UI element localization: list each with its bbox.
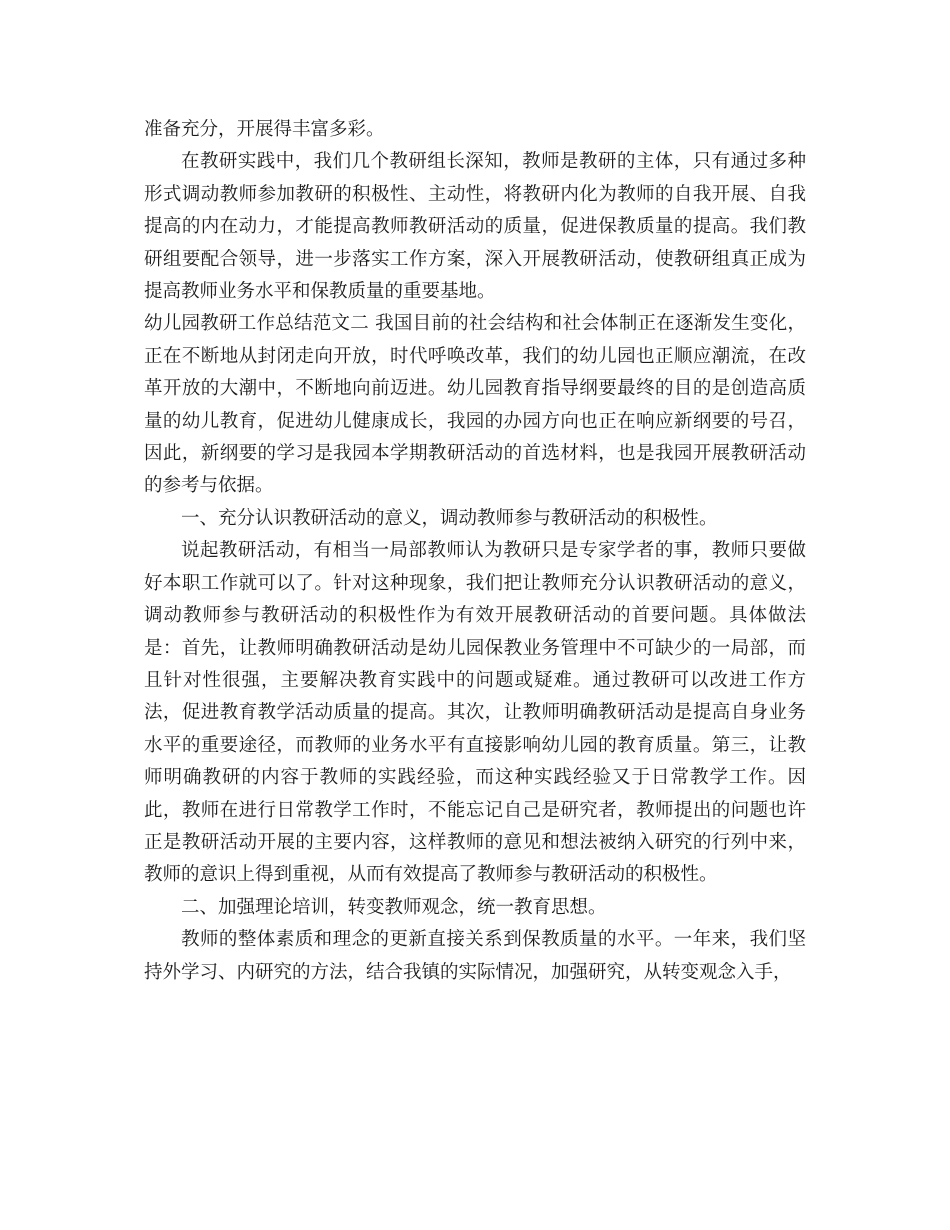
section-title-summary-two: 幼儿园教研工作总结范文二 bbox=[144, 313, 369, 335]
paragraph-point-two-detail: 教师的整体素质和理念的更新直接关系到保教质量的水平。一年来，我们坚持外学习、内研究的方法，结合我镇的实际情况，加强研究，从转变观念入手， bbox=[144, 929, 806, 983]
paragraph-point-one-detail: 说起教研活动，有相当一局部教师认为教研只是专家学者的事，教师只要做好本职工作就可以了。针对这种现象，我们把让教师充分认识教研活动的意义，调动教师参与教研活动的积极性作为有效开展教研活动的首要问题。具体做法是：首先，让教师明确教研活动是幼儿园保教业务管理中不可缺少的一局部，而且针对性很强，主要解决教育实践中的问题或疑难。通过教研可以改进工作方法，促进教育教学活动质量的提高。其次，让教师明确教研活动是提高自身业务水平的重要途径，而教师的业务水平有直接影响幼儿园的教育质量。第三，让教师明确教研的内容于教师的实践经验，而这种实践经验又于日常教学工作。因此，教师在进行日常教学工作时，不能忘记自己是研究者，教师提出的问题也许正是教研活动开展的主要内容，这样教师的意见和想法被纳入研究的行列中来，教师的意识上得到重视，从而有效提高了教师参与教研活动的积极性。 bbox=[144, 540, 806, 886]
paragraph-continuation: 准备充分，开展得丰富多彩。 bbox=[144, 119, 385, 140]
paragraph-teaching-research-practice: 在教研实践中，我们几个教研组长深知，教师是教研的主体，只有通过多种形式调动教师参加教研的积极性、主动性，将教研内化为教师的自我开展、自我提高的内在动力，才能提高教师教研活动的质量，促进保教质量的提高。我们教研组要配合领导，进一步落实工作方案，深入开展教研活动，使教研组真正成为提高教师业务水平和保教质量的重要基地。 bbox=[144, 151, 806, 303]
paragraph-summary-two bbox=[144, 308, 806, 502]
paragraph-reform-intro: 我国目前的社会结构和社会体制正在逐渐发生变化，正在不断地从封闭走向开放，时代呼唤改革，我们的幼儿园也正顺应潮流，在改革开放的大潮中，不断地向前迈进。幼儿园教育指导纲要最终的目的是创造高质量的幼儿教育，促进幼儿健康成长，我园的办园方向也正在响应新纲要的号召，因此，新纲要的学习是我园本学期教研活动的首选材料，也是我园开展教研活动的参考与依据。 bbox=[144, 313, 806, 497]
heading-point-one: 一、充分认识教研活动的意义，调动教师参与教研活动的积极性。 bbox=[181, 507, 718, 529]
document-body bbox=[144, 114, 806, 989]
heading-point-two: 二、加强理论培训，转变教师观念，统一教育思想。 bbox=[181, 896, 607, 918]
